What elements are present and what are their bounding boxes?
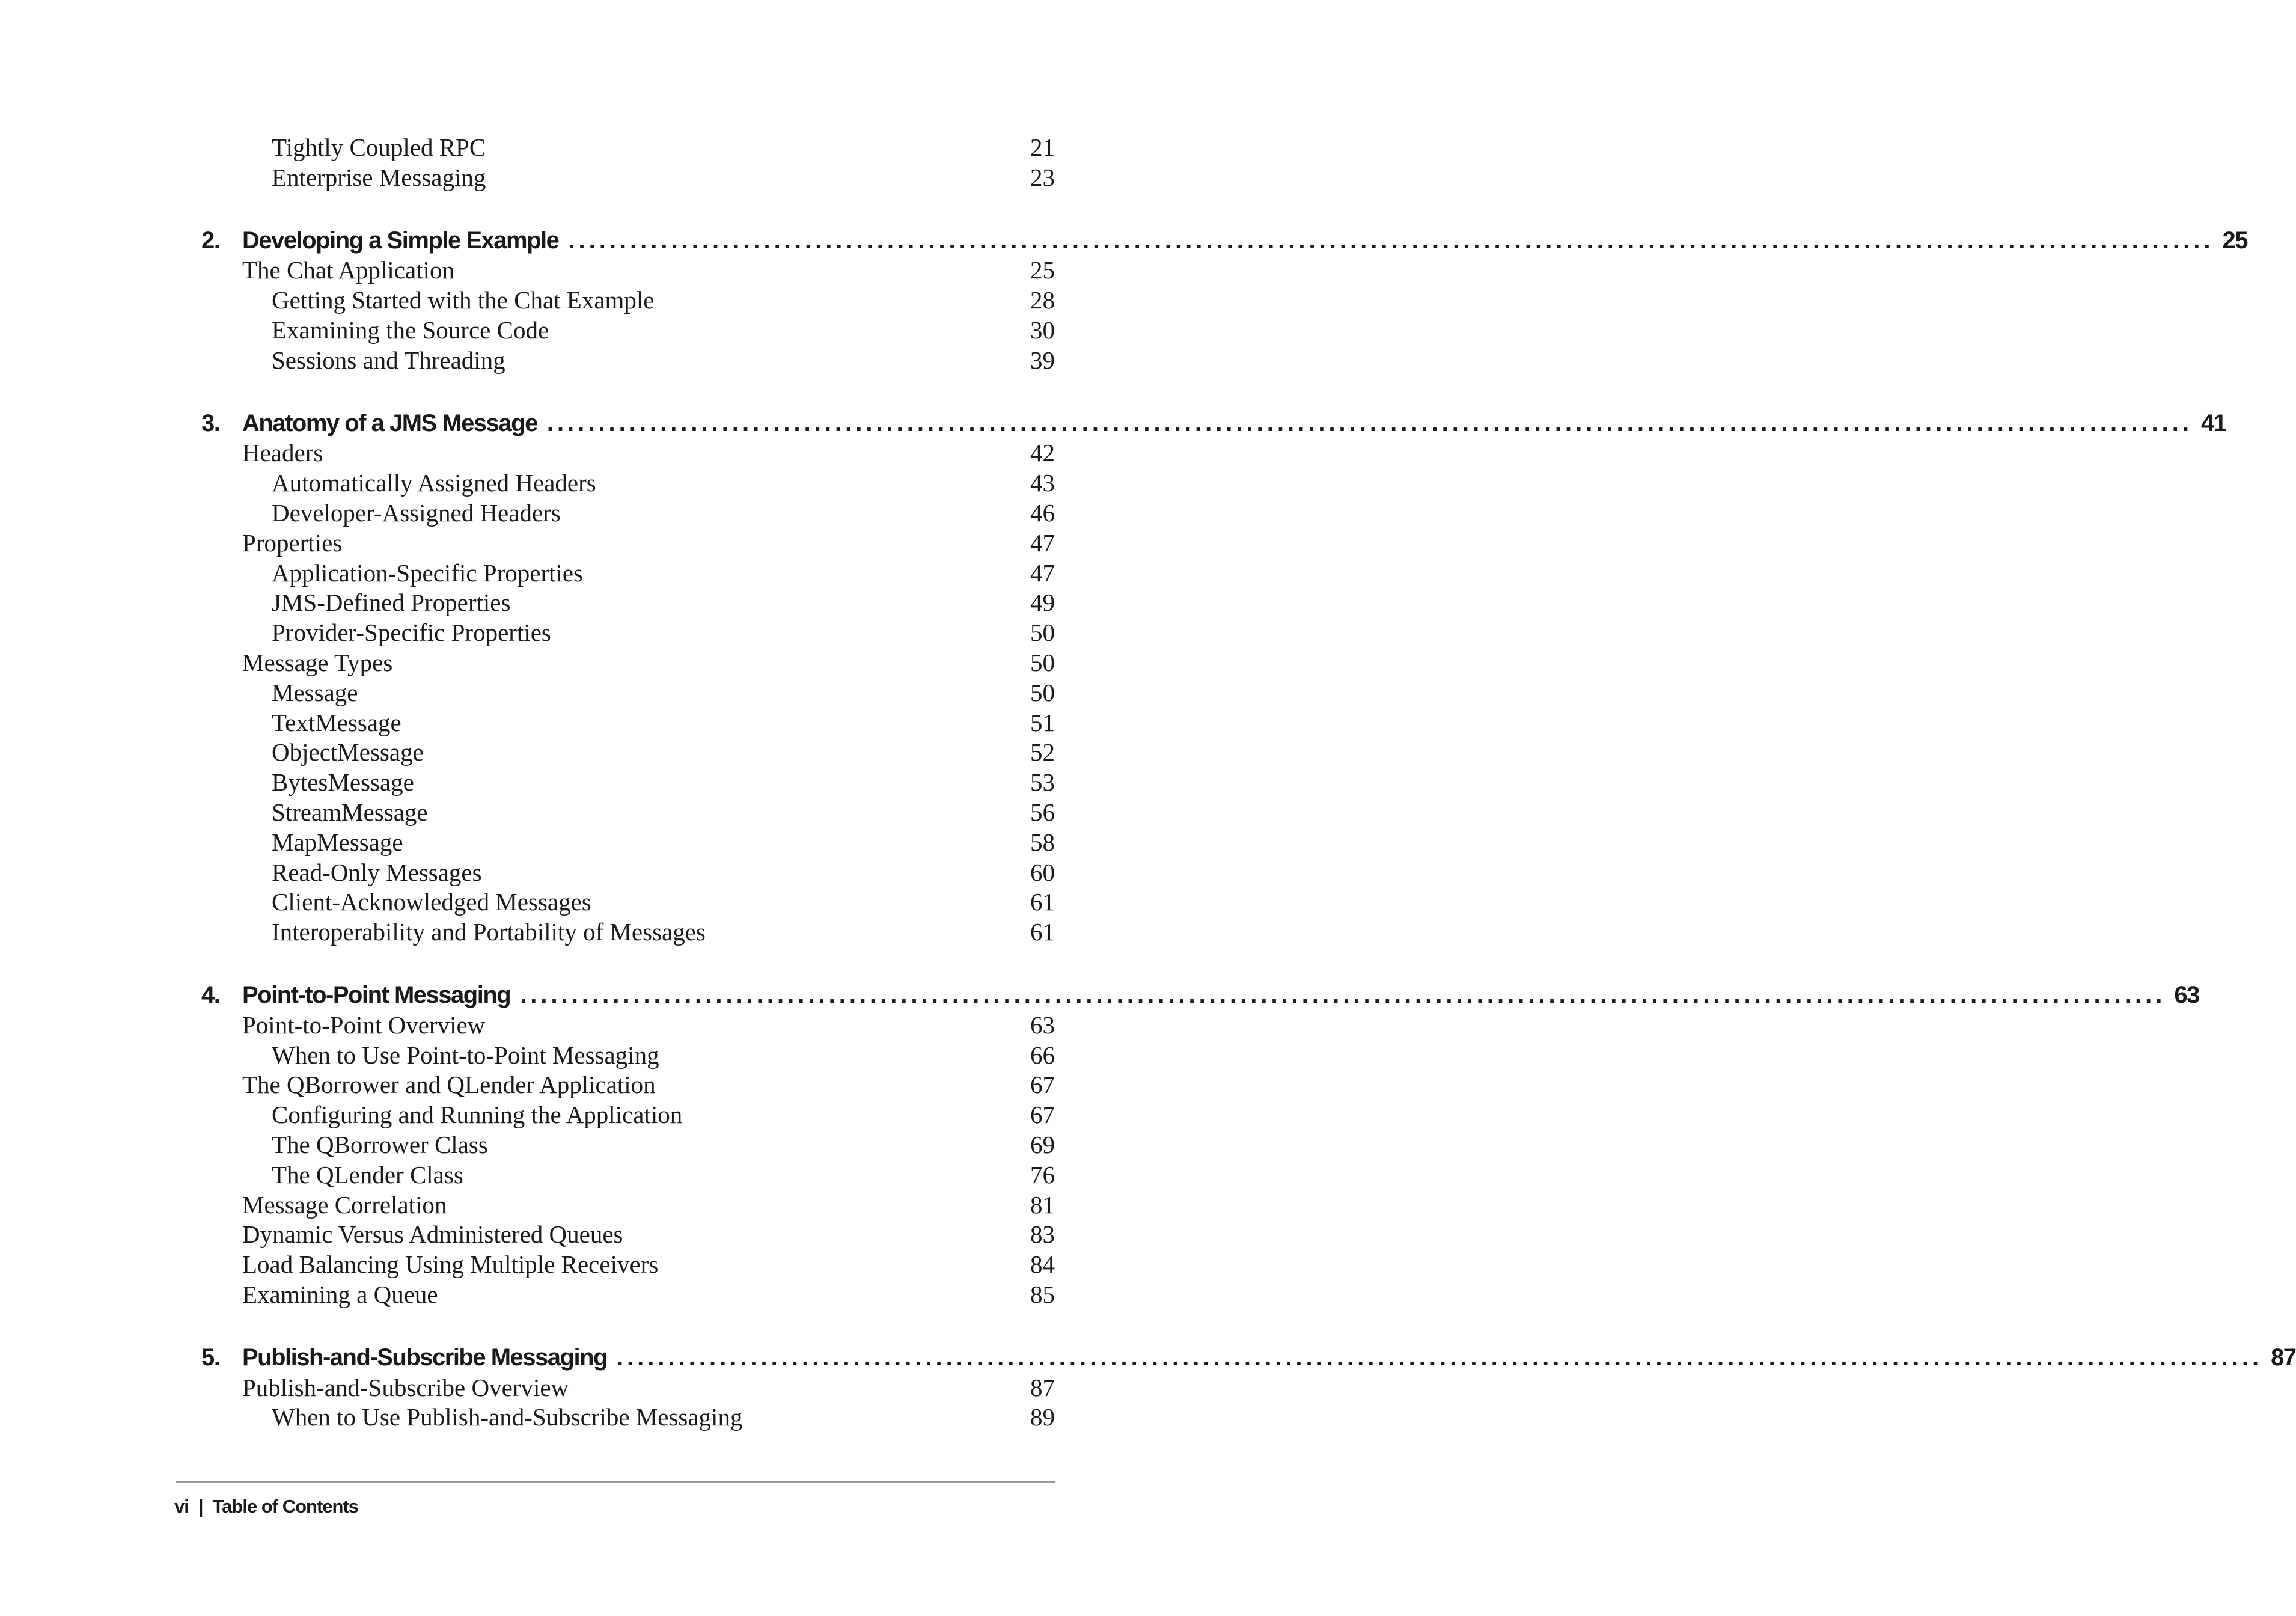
toc-section[interactable] [242,1373,1055,1403]
toc-chapter[interactable] [201,408,2226,438]
entry-page-number: 47 [1030,559,1055,587]
entry-page-number: 81 [1030,1191,1055,1219]
entry-title: Examining the Source Code [272,316,549,344]
toc-section[interactable] [242,1219,1055,1249]
toc-section[interactable] [242,1010,1055,1040]
dot-leader: ................................................................................................................................................................ [546,410,2193,436]
toc-subsection[interactable] [242,708,1055,738]
footer-page-number: vi [174,1496,189,1517]
toc-subsection[interactable] [242,1040,1055,1070]
toc-section[interactable] [242,438,1055,468]
toc-chapter[interactable] [201,980,2199,1010]
toc-section[interactable] [242,1190,1055,1220]
toc-subsection[interactable] [242,857,1055,887]
entry-page-number: 28 [1030,286,1055,314]
entry-page-number: 63 [1030,1011,1055,1039]
toc-section[interactable] [242,1070,1055,1100]
toc-section[interactable] [242,647,1055,678]
entry-page-number: 58 [1030,828,1055,856]
toc-subsection[interactable] [242,1130,1055,1160]
entry-page-number: 25 [1030,256,1055,284]
toc-subsection[interactable] [242,737,1055,767]
entry-title: Dynamic Versus Administered Queues [242,1220,623,1248]
entry-title: Examining a Queue [242,1281,438,1308]
footer-running-title: Table of Contents [212,1496,359,1517]
toc-chapter[interactable] [201,1342,2296,1373]
entry-page-number: 53 [1030,768,1055,796]
chapter-number: 5. [201,1344,220,1371]
entry-title: The QLender Class [272,1161,463,1189]
entry-title: MapMessage [272,828,403,856]
entry-title: Message Types [242,649,393,676]
chapter-page-number: 63 [2174,982,2199,1008]
toc-chapter[interactable] [201,225,2247,256]
chapter-number: 4. [201,982,220,1008]
chapter-title: Publish-and-Subscribe Messaging [242,1344,607,1371]
entry-title: Headers [242,439,323,467]
toc-subsection[interactable] [242,827,1055,857]
entry-title: Client-Acknowledged Messages [272,888,591,916]
entry-title: Message [272,679,358,706]
chapter-title: Point-to-Point Messaging [242,982,511,1008]
entry-title: StreamMessage [272,798,428,826]
entry-page-number: 84 [1030,1250,1055,1278]
toc-subsection[interactable] [242,587,1055,617]
entry-title: ObjectMessage [272,738,424,766]
entry-page-number: 30 [1030,316,1055,344]
entry-title: Configuring and Running the Application [272,1101,683,1128]
toc-section[interactable] [242,255,1055,285]
chapter-page-number: 87 [2271,1344,2296,1371]
toc-subsection[interactable] [242,917,1055,947]
entry-page-number: 76 [1030,1161,1055,1189]
toc-subsection[interactable] [242,678,1055,708]
chapter-page-number: 25 [2222,227,2247,254]
entry-title: The QBorrower and QLender Application [242,1071,656,1098]
entry-page-number: 87 [1030,1374,1055,1401]
entry-title: Interoperability and Portability of Messages [272,918,706,946]
toc-subsection[interactable] [242,285,1055,315]
entry-page-number: 83 [1030,1220,1055,1248]
toc-subsection[interactable] [242,468,1055,498]
toc-subsection[interactable] [242,132,1055,162]
entry-page-number: 60 [1030,858,1055,886]
entry-title: Message Correlation [242,1191,447,1219]
dot-leader: ................................................................................................................................................................ [520,982,2166,1008]
entry-title: The QBorrower Class [272,1131,488,1158]
entry-title: When to Use Publish-and-Subscribe Messaging [272,1403,743,1431]
toc-subsection[interactable] [242,498,1055,528]
toc-subsection[interactable] [242,162,1055,192]
toc-subsection[interactable] [242,887,1055,917]
chapter-page-number: 41 [2200,410,2226,436]
dot-leader: ................................................................................................................................................................ [616,1344,2263,1371]
entry-title: Provider-Specific Properties [272,619,551,646]
entry-page-number: 50 [1030,619,1055,646]
entry-page-number: 49 [1030,589,1055,616]
entry-title: TextMessage [272,709,401,736]
toc-subsection[interactable] [242,1160,1055,1190]
entry-page-number: 67 [1030,1071,1055,1098]
footer-separator: | [198,1496,203,1517]
entry-title: Application-Specific Properties [272,559,584,587]
footer-rule [176,1481,1055,1483]
entry-title: Properties [242,529,343,557]
chapter-number: 2. [201,227,220,254]
entry-title: Tightly Coupled RPC [272,133,486,161]
entry-page-number: 56 [1030,798,1055,826]
entry-page-number: 47 [1030,529,1055,557]
entry-page-number: 85 [1030,1281,1055,1308]
entry-title: JMS-Defined Properties [272,589,511,616]
toc-subsection[interactable] [242,797,1055,827]
toc-subsection[interactable] [242,1402,1055,1432]
toc-subsection[interactable] [242,558,1055,588]
entry-page-number: 67 [1030,1101,1055,1128]
toc-subsection[interactable] [242,767,1055,797]
entry-page-number: 89 [1030,1403,1055,1431]
chapter-title: Developing a Simple Example [242,227,559,254]
toc-section[interactable] [242,1279,1055,1309]
toc-subsection[interactable] [242,617,1055,647]
entry-title: Enterprise Messaging [272,164,486,191]
toc-subsection[interactable] [242,345,1055,375]
entry-page-number: 50 [1030,649,1055,676]
entry-page-number: 21 [1030,133,1055,161]
entry-title: Read-Only Messages [272,858,482,886]
entry-page-number: 23 [1030,164,1055,191]
entry-page-number: 46 [1030,499,1055,527]
entry-title: Getting Started with the Chat Example [272,286,655,314]
entry-title: The Chat Application [242,256,454,284]
entry-page-number: 43 [1030,469,1055,497]
toc-section[interactable] [242,1249,1055,1279]
entry-title: Load Balancing Using Multiple Receivers [242,1250,659,1278]
dot-leader: ................................................................................................................................................................ [568,227,2214,254]
toc-subsection[interactable] [242,315,1055,345]
entry-title: Publish-and-Subscribe Overview [242,1374,569,1401]
entry-title: Automatically Assigned Headers [272,469,596,497]
entry-title: BytesMessage [272,768,414,796]
entry-title: Developer-Assigned Headers [272,499,561,527]
toc-section[interactable] [242,528,1055,558]
entry-page-number: 61 [1030,918,1055,946]
entry-page-number: 42 [1030,439,1055,467]
entry-page-number: 61 [1030,888,1055,916]
entry-page-number: 52 [1030,738,1055,766]
entry-title: Sessions and Threading [272,346,505,374]
page-footer [174,1493,358,1520]
entry-title: Point-to-Point Overview [242,1011,486,1039]
toc-subsection[interactable] [242,1100,1055,1130]
entry-page-number: 69 [1030,1131,1055,1158]
entry-title: When to Use Point-to-Point Messaging [272,1041,659,1069]
chapter-title: Anatomy of a JMS Message [242,410,537,436]
entry-page-number: 51 [1030,709,1055,736]
entry-page-number: 50 [1030,679,1055,706]
entry-page-number: 66 [1030,1041,1055,1069]
entry-page-number: 39 [1030,346,1055,374]
chapter-number: 3. [201,410,220,436]
